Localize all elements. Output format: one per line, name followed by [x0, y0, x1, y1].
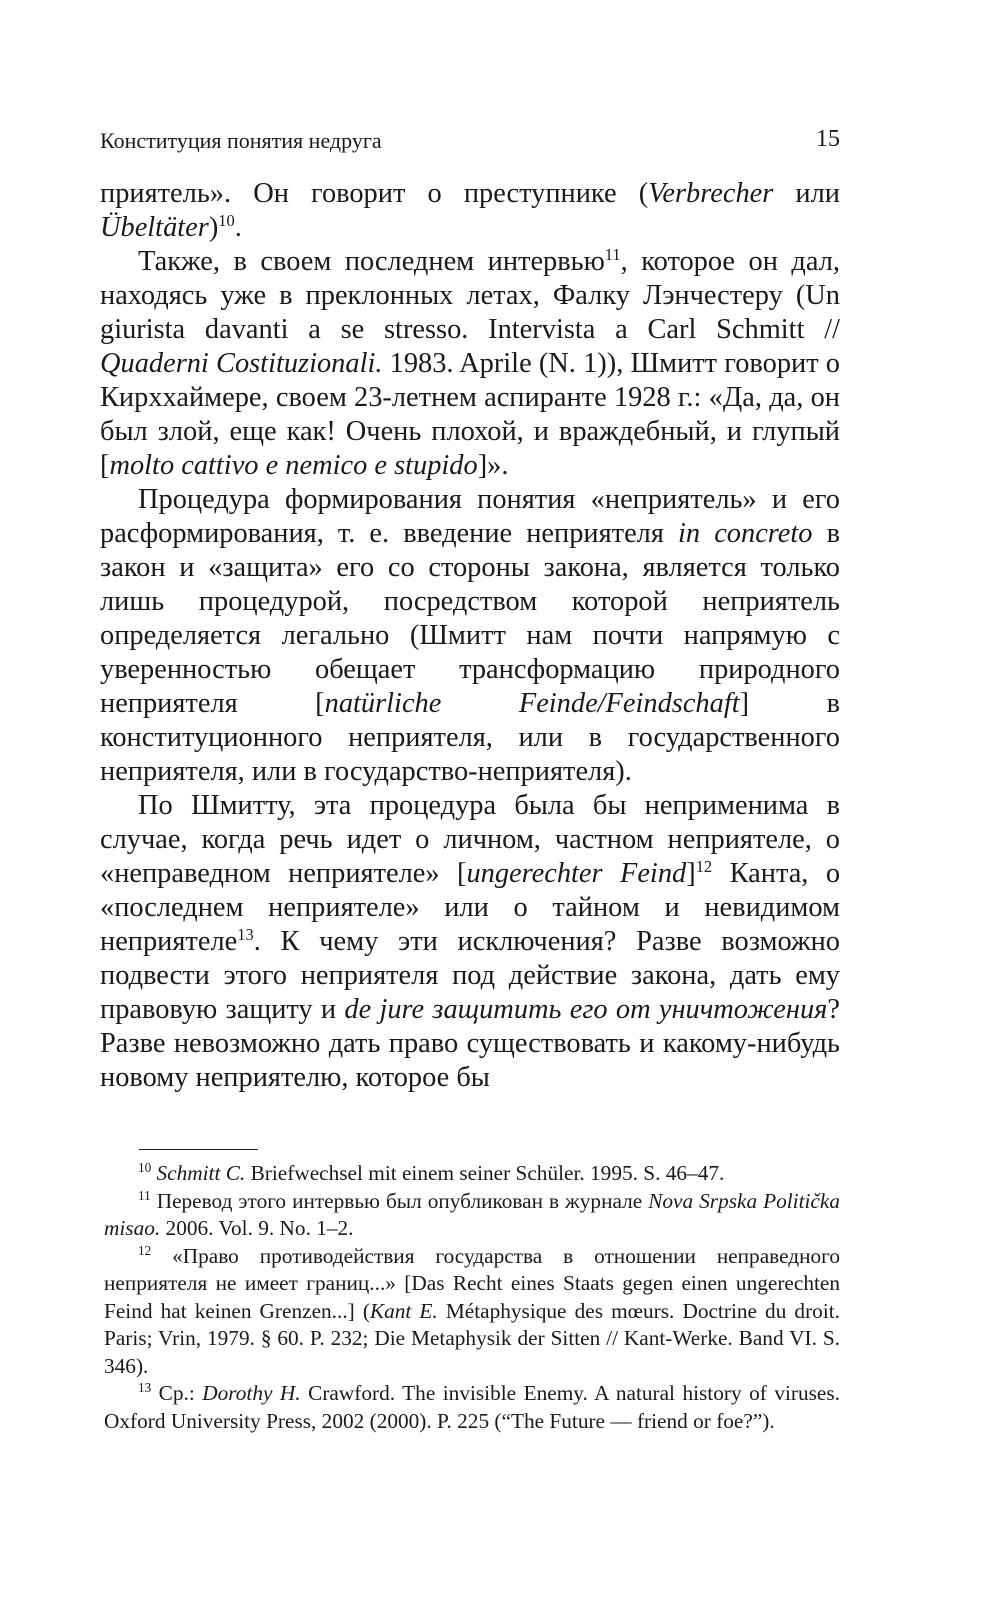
text-run: ] в конституционного неприятеля, или в государственного неприятеля, или в государство-неприятеля). [100, 688, 840, 787]
text-run: , которое он дал, находясь уже в преклонных летах, Фалку Лэнчестеру (Un giurista davanti a se stresso. Intervista a Carl Schmitt // [100, 246, 840, 345]
italic-text: in concreto [678, 518, 813, 549]
italic-text: Dorothy H. [202, 1381, 301, 1405]
text-run: Ср.: [158, 1381, 203, 1405]
text-run: 1983. Aprile (N. 1)), Шмитт говорит о Кирххаймере, своем 23-летнем аспиранте 1928 г.: «Да, да, он был злой, еще как! Очень плохой, и враждебный, и глупый [ [100, 348, 840, 481]
main-text [100, 177, 840, 1095]
text-run: . [234, 212, 242, 243]
text-run: в закон и «защита» его со стороны закона, является только лишь процедурой, посредством которой неприятель определяется легально (Шмитт нам почти напрямую с уверенностью обещает трансформацию природного неприятеля [ [100, 518, 840, 719]
footnotes [104, 1160, 840, 1435]
text-run: ]». [477, 450, 509, 481]
italic-text: natürliche Feinde/Feindschaft [324, 688, 740, 719]
text-run: Métaphysique des mœurs. Doctrine du droit. Paris; Vrin, 1979. § 60. P. 232; Die Metaphysik der Sitten // Kant-Werke. Band VI. S. 346). [104, 1298, 840, 1378]
footnote-ref: 13 [237, 924, 254, 944]
text-run: или [773, 178, 840, 209]
footnote [104, 1380, 840, 1435]
text-run: ? Разве невозможно дать право существовать и какому-нибудь новому неприятелю, которое бы [100, 994, 840, 1093]
text-run: Процедура формирования понятия «неприятель» и его расформирования, т. е. введение неприятеля [100, 484, 840, 549]
page-number: 15 [816, 126, 840, 152]
text-run: ] [686, 858, 696, 889]
italic-text: Nova Srpska Politička misao. [104, 1188, 840, 1240]
italic-text: de jure защитить его от уничтожения [344, 994, 828, 1025]
italic-text: Schmitt C. [156, 1161, 246, 1185]
running-title: Конституция понятия недруга [100, 128, 382, 153]
text-run: «Право противодействия государства в отношении неправедного неприятеля не имеет границ...» [Das Recht eines Staats gegen einen ungerechten Feind hat keinen Grenzen...] ( [104, 1243, 841, 1323]
text-run: Crawford. The invisible Enemy. A natural history of viruses. Oxford University Press, 2002 (2000). P. 225 (“The Future — friend or foe?”). [104, 1381, 840, 1433]
footnote-number: 10 [138, 1159, 152, 1175]
footnote-ref: 12 [695, 856, 713, 876]
italic-text: ungerechter Feind [466, 858, 687, 889]
text-run: По Шмитту, эта процедура была бы неприменима в случае, когда речь идет о личном, частном неприятеле, о «неправедном неприятеле» [ [100, 790, 840, 889]
italic-text: Kant E. [369, 1298, 438, 1323]
italic-text: Verbrecher [648, 178, 774, 209]
paragraph [100, 483, 840, 789]
footnote [104, 1243, 840, 1381]
paragraph [100, 789, 840, 1095]
footnote-ref: 11 [604, 244, 621, 264]
footnote-number: 12 [138, 1242, 152, 1258]
italic-text: Übeltäter [100, 212, 209, 243]
footnote-ref: 10 [218, 210, 235, 230]
text-run: 2006. Vol. 9. No. 1–2. [160, 1216, 354, 1240]
page-header [100, 128, 840, 168]
footnote [104, 1160, 840, 1188]
footnote-number: 13 [138, 1379, 152, 1395]
text-run: Briefwechsel mit einem seiner Schüler. 1995. S. 46–47. [245, 1161, 725, 1185]
text-run: . К чему эти исключения? Разве возможно подвести этого неприятеля под действие закона, дать ему правовую защиту и [100, 926, 840, 1025]
paragraph [100, 177, 840, 245]
text-run: Перевод этого интервью был опубликован в журнале [156, 1188, 649, 1213]
text-run: Канта, о «последнем неприятеле» или о тайном и невидимом неприятеле [100, 858, 841, 957]
text-run: приятель». Он говорит о преступнике ( [100, 178, 649, 209]
text-run: ) [208, 212, 219, 243]
footnote-divider [139, 1149, 258, 1150]
footnote-number: 11 [138, 1187, 151, 1203]
text-run: Также, в своем последнем интервью [138, 246, 605, 277]
footnote [104, 1188, 840, 1243]
paragraph [100, 245, 840, 483]
italic-text: molto cattivo e nemico e stupido [109, 450, 478, 481]
italic-text: Quaderni Costituzionali. [100, 348, 383, 379]
